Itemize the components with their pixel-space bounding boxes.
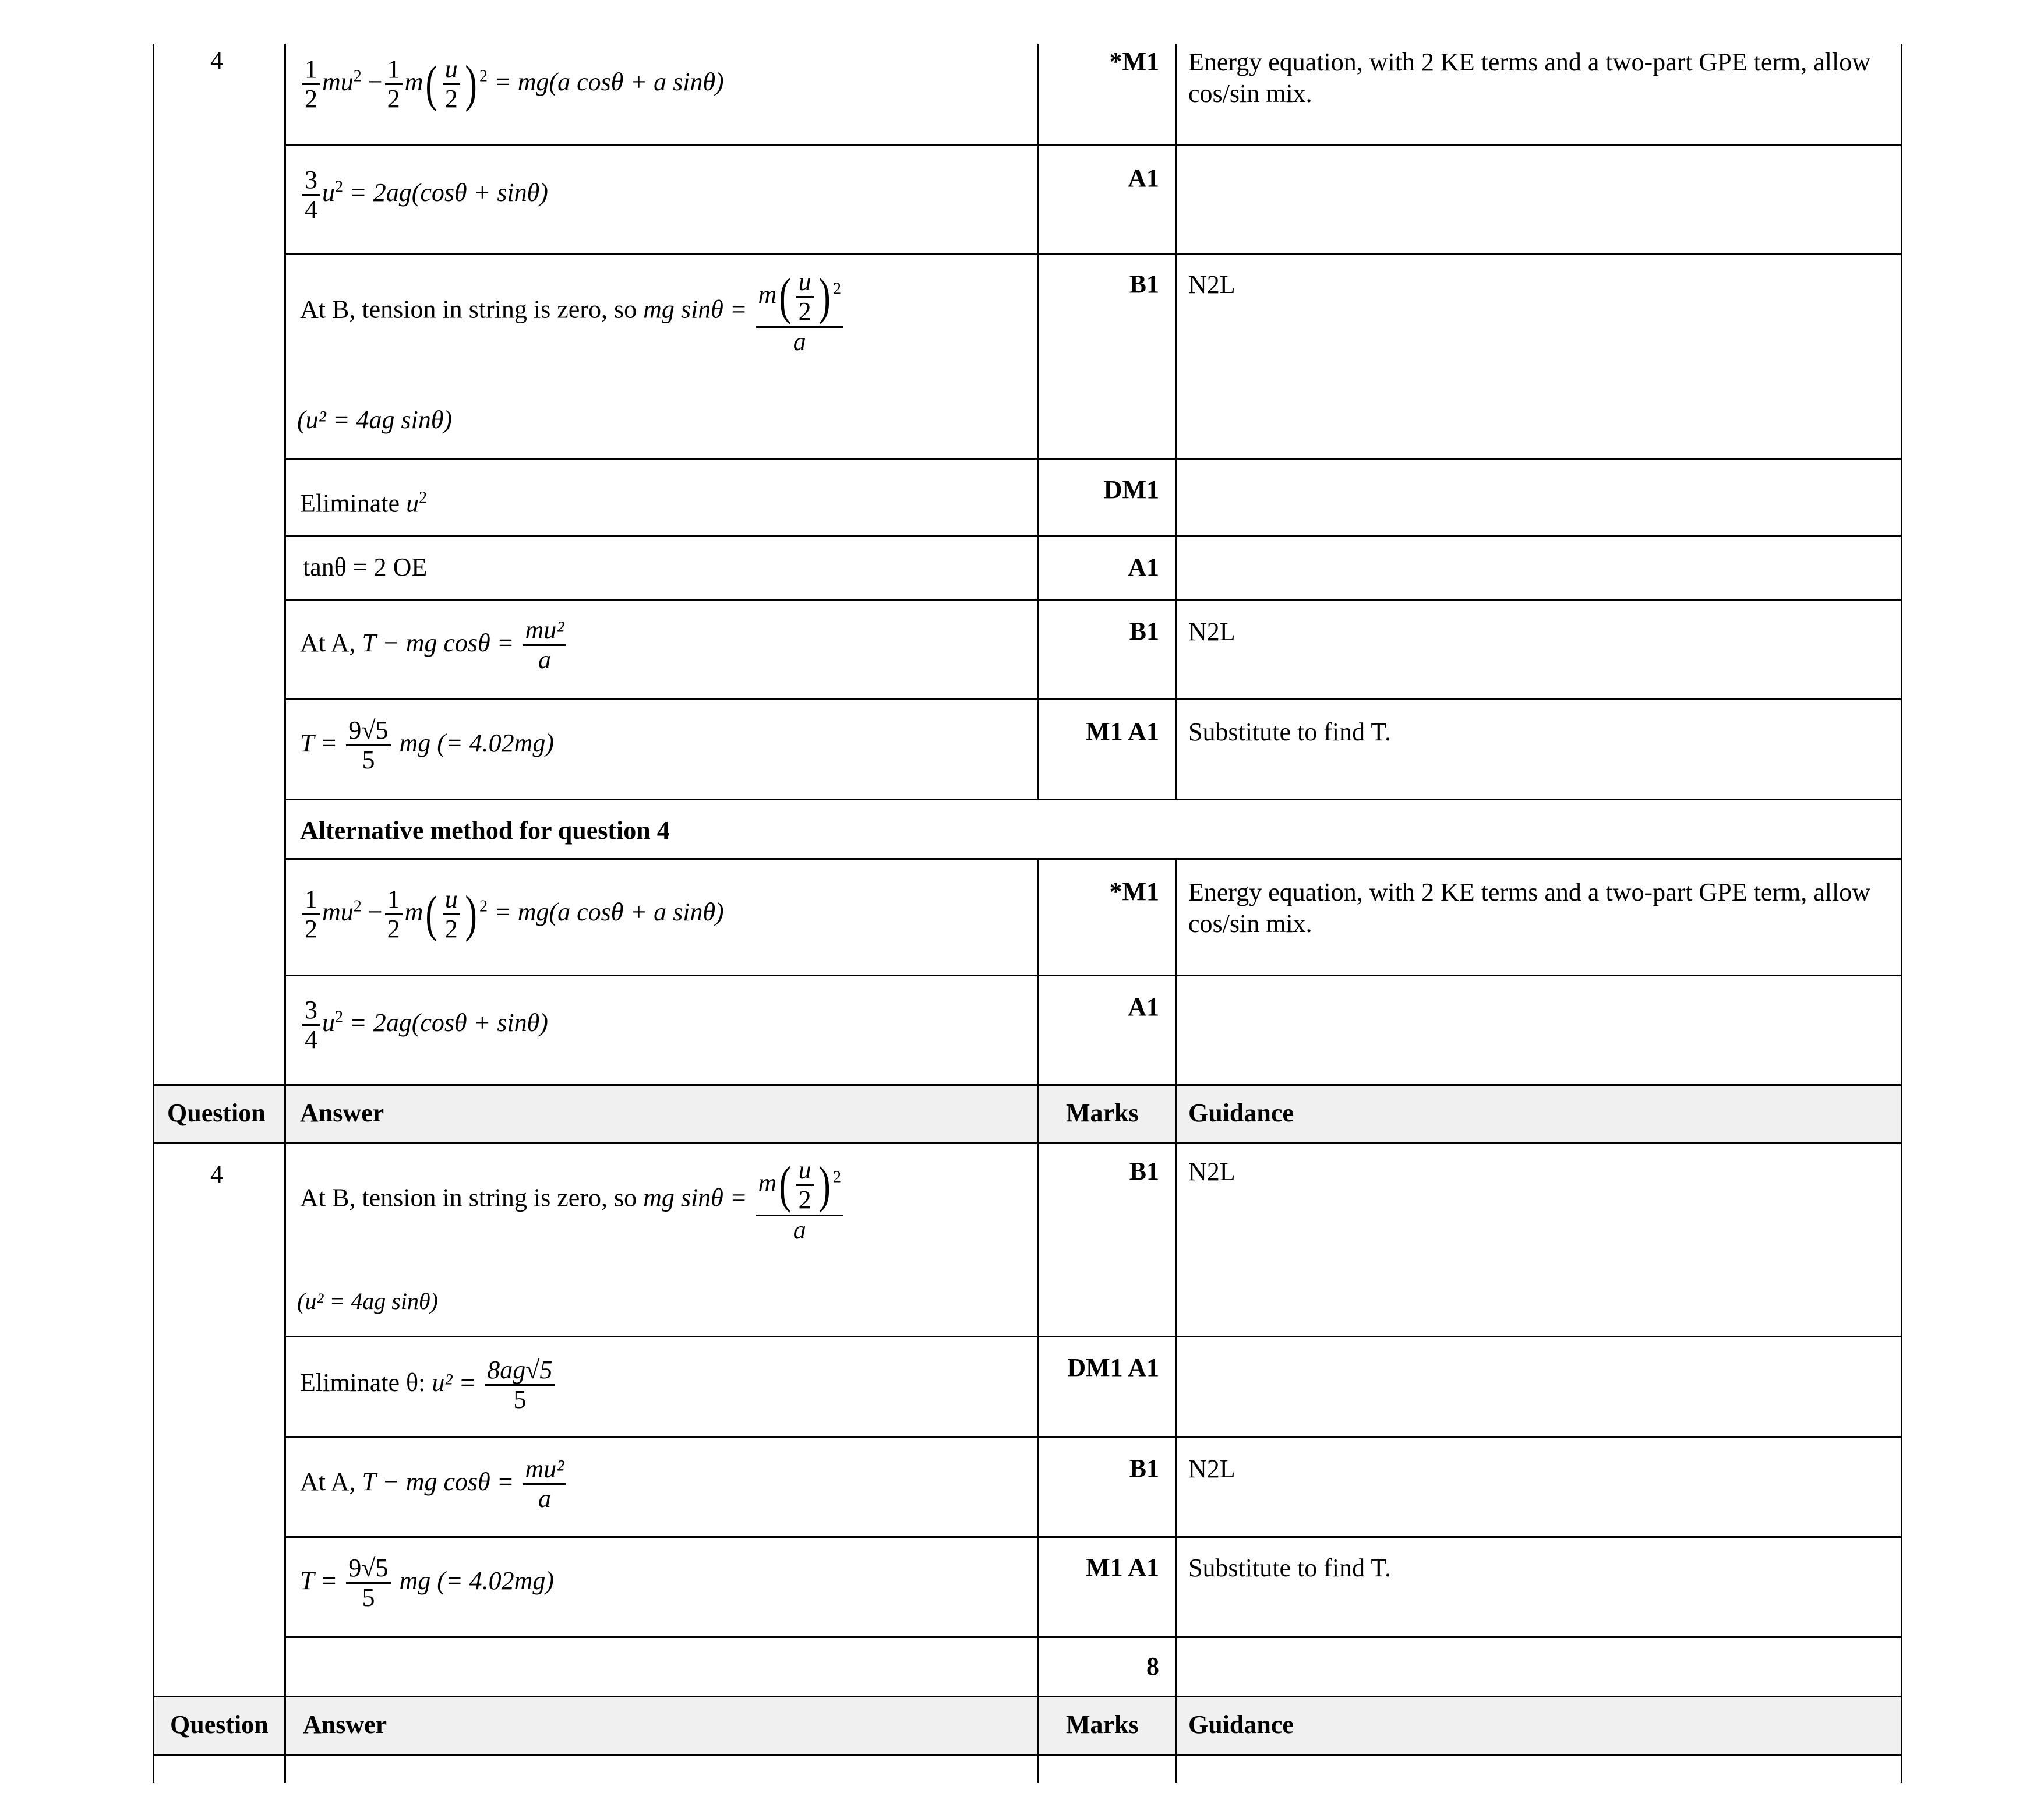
- answer-mid-at-B: At B, tension in string is zero, so mg sinθ = m( $\frac{u}{2}$ ) $^2$ a: [300, 1156, 846, 1244]
- row-line: [285, 458, 1902, 460]
- row-line: [285, 253, 1902, 255]
- guidance-mid-row-3: N2L: [1188, 1455, 1235, 1483]
- marks-mid-row-3: B1: [1129, 1454, 1159, 1483]
- guidance-row-1: Energy equation, with 2 KE terms and a two-part GPE term, allow cos/sin mix.: [1188, 48, 1871, 108]
- row-line: [153, 1142, 1902, 1144]
- col-line-marks-2: [1175, 859, 1177, 1783]
- question-number: 4: [210, 1160, 223, 1188]
- answer-alt-three-quarter: $\frac{3}{4}$ $u^2 = 2ag(\cos\theta + \sin\theta)$: [300, 996, 548, 1054]
- marks-row-7: M1 A1: [1086, 717, 1159, 746]
- table-header-band-bottom: [153, 1697, 1902, 1755]
- marks-row-2: A1: [1128, 164, 1159, 192]
- row-line: [285, 698, 1902, 700]
- row-line: [285, 1336, 1902, 1337]
- answer-mid-T-result: T = $\frac{9√5}{5}$ mg (= 4.02mg): [300, 1554, 555, 1612]
- guidance-mid-row-1: N2L: [1188, 1157, 1235, 1186]
- col-line-question: [284, 44, 286, 1783]
- answer-mid-u2-4ag: (u² = 4ag sinθ): [297, 1288, 438, 1314]
- answer-tan: tanθ = 2 OE: [303, 553, 428, 581]
- row-line: [153, 1754, 1902, 1756]
- header-question: Question: [167, 1099, 266, 1127]
- table-header-band: [153, 1085, 1902, 1144]
- answer-u2-4ag: (u² = 4ag sinθ): [297, 405, 453, 434]
- row-line: [153, 1696, 1902, 1697]
- row-line: [285, 799, 1902, 800]
- guidance-mid-row-4: Substitute to find T.: [1188, 1554, 1391, 1582]
- row-line: [285, 1536, 1902, 1538]
- guidance-row-7: Substitute to find T.: [1188, 718, 1391, 746]
- marks-row-4: DM1: [1103, 475, 1159, 504]
- row-line: [285, 599, 1902, 601]
- marks-total: 8: [1146, 1652, 1159, 1681]
- answer-alt-energy-equation: $\frac{1}{2}$ $mu^2$ − $\frac{1}{2}$ m( $\frac{u}{2}$ ) $^2$ = mg(a cosθ + a sinθ): [300, 885, 724, 944]
- alternative-method-heading: Alternative method for question 4: [300, 816, 670, 845]
- answer-three-quarter: $\frac{3}{4}$ $u^2 = 2ag(\cos\theta + \sin\theta)$: [300, 166, 548, 224]
- answer-at-B: At B, tension in string is zero, so mg sinθ = m( $\frac{u}{2}$ ) $^2$ a: [300, 268, 846, 356]
- col-line-left: [153, 44, 154, 1783]
- answer-energy-equation: $\frac{1}{2}$ $mu^2$ − $\frac{1}{2}$ m( $\frac{u}{2}$ ) $^2$ = mg(a cosθ + a sinθ): [300, 55, 724, 114]
- header-guidance: Guidance: [1188, 1099, 1294, 1127]
- marks-mid-row-2: DM1 A1: [1067, 1353, 1159, 1382]
- header-answer-2: Answer: [303, 1710, 387, 1739]
- guidance-row-6: N2L: [1188, 617, 1235, 646]
- header-guidance-2: Guidance: [1188, 1710, 1294, 1739]
- col-line-marks: [1175, 44, 1177, 800]
- guidance-row-3: N2L: [1188, 270, 1235, 299]
- answer-eliminate-theta: Eliminate θ: u² = $\frac{8ag√5}{5}$: [300, 1356, 557, 1414]
- header-marks-2: Marks: [1066, 1710, 1139, 1739]
- header-marks: Marks: [1066, 1099, 1139, 1127]
- answer-mid-at-A: At A, T − mg cosθ = $\frac{\text{mu²}}{a}$: [300, 1455, 569, 1513]
- row-line: [285, 1436, 1902, 1438]
- answer-at-A: At A, T − mg cosθ = $\frac{\text{mu²}}{a}$: [300, 616, 569, 675]
- answer-eliminate-u2: Eliminate $u^2$: [300, 489, 428, 518]
- marks-mid-row-4: M1 A1: [1086, 1553, 1159, 1582]
- question-number: 4: [210, 46, 223, 75]
- col-line-right: [1901, 44, 1902, 1783]
- col-line-answer: [1037, 44, 1039, 800]
- marks-row-3: B1: [1129, 270, 1159, 298]
- row-line: [285, 1636, 1902, 1638]
- marks-row-5: A1: [1128, 553, 1159, 581]
- row-line: [153, 1084, 1902, 1086]
- row-line: [285, 858, 1902, 860]
- marks-row-1: *M1: [1109, 47, 1159, 76]
- marks-mid-row-1: B1: [1129, 1157, 1159, 1185]
- guidance-alt-row-1: Energy equation, with 2 KE terms and a two-part GPE term, allow cos/sin mix.: [1188, 878, 1871, 938]
- row-line: [285, 535, 1902, 537]
- marks-row-6: B1: [1129, 617, 1159, 645]
- row-line: [285, 975, 1902, 976]
- marks-alt-row-1: *M1: [1109, 877, 1159, 906]
- header-answer: Answer: [300, 1099, 384, 1127]
- row-line: [285, 144, 1902, 146]
- marks-alt-row-2: A1: [1128, 993, 1159, 1021]
- header-question-2: Question: [170, 1710, 269, 1739]
- answer-T-result: T = $\frac{9√5}{5}$ mg (= 4.02mg): [300, 716, 555, 775]
